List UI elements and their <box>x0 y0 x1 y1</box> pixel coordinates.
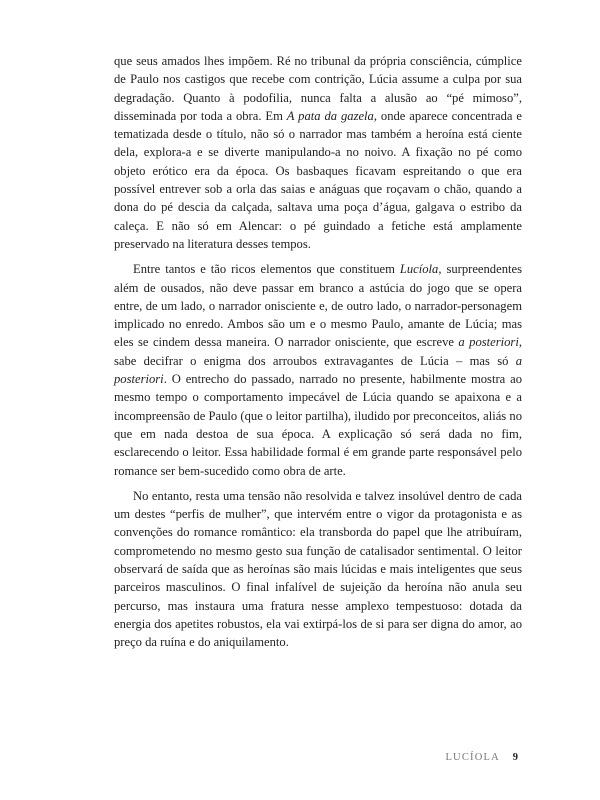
text-run: que seus amados lhes impõem. Ré no tribunal da própria consciência, cúmplice de Paulo nos castigos que recebe com contrição, Lúcia assume a culpa por sua degradação. Quanto à podofilia, nunca falta a alusão ao “pé mimoso”, disseminada por toda a obra. Em <box>114 54 522 123</box>
running-head: LUCÍOLA <box>445 752 500 763</box>
body-text <box>114 52 522 659</box>
italic-text-run: a posteriori <box>114 353 522 387</box>
italic-text-run: a posteriori <box>458 335 519 350</box>
text-run: , sabe decifrar o enigma dos arroubos extravagantes de Lúcia – mas só <box>114 335 522 368</box>
text-run: . O entrecho do passado, narrado no presente, habilmente mostra ao mesmo tempo o comportamento impecável de Lúcia quando se apaixona e a incompreensão de Paulo (que o leitor partilha), iludido por preconceitos, aliás no que em nada destoa de sua época. A explicação só será dada no fim, esclarecendo o leitor. Essa habilidade formal é em grande parte responsável pelo romance ser bem-sucedido como obra de arte. <box>114 372 522 478</box>
text-run: Entre tantos e tão ricos elementos que constituem <box>133 262 400 277</box>
text-run: , surpreendentes além de ousados, não deve passar em branco a astúcia do jogo que se opera entre, de um lado, o narrador onisciente e, de outro lado, o narrador-personagem implicado no enredo. Ambos são um e o mesmo Paulo, amante de Lúcia; mas eles se cindem dessa maneira. O narrador onisciente, que escreve <box>114 262 522 350</box>
paragraph-2 <box>114 260 522 480</box>
page-number: 9 <box>512 752 518 763</box>
italic-text-run: Lucíola <box>399 262 439 277</box>
paragraph-3 <box>114 487 522 652</box>
text-run: No entanto, resta uma tensão não resolvida e talvez insolúvel dentro de cada um destes “perfis de mulher”, que intervém entre o vigor da protagonista e as convenções do romance romântico: ela transborda do papel que lhe atribuíram, comprometendo no mesmo gesto sua função de catalisador sentimental. O leitor observará de saída que as heroínas são mais lúcidas e mais inteligentes que seus parceiros masculinos. O final infalível de sujeição da heroína não anula seu percurso, mas instaura uma fratura nesse amplexo tempestuoso: dotada da energia dos apetites robustos, ela vai extirpá-los de si para ser digna do amor, ao preço da ruína e do aniquilamento. <box>114 488 522 650</box>
text-run: , onde aparece concentrada e tematizada desde o título, não só o narrador mas também a heroína está ciente dela, explora-a e se diverte manipulando-a no noivo. A fixação no pé como objeto erótico era da época. Os basbaques ficavam espreitando o que era possível entrever sob a orla das saias e anáguas que roçavam o chão, quando a dona do pé descia da calçada, saltava uma poça d’água, galgava o estribo da caleça. E não só em Alencar: o pé guindado a fetiche está amplamente preservado na literatura desses tempos. <box>114 108 522 251</box>
italic-text-run: A pata da gazela <box>286 108 374 123</box>
paragraph-1 <box>114 52 522 253</box>
page-footer <box>445 752 518 763</box>
